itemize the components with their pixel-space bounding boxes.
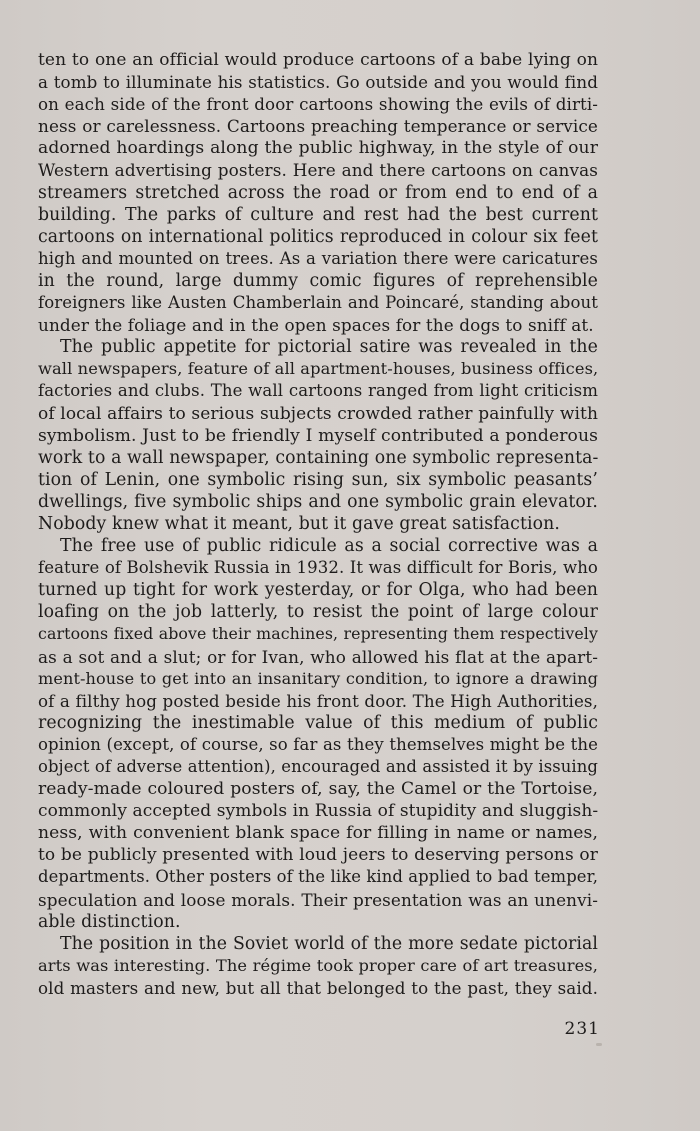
body-text	[38, 49, 598, 999]
text-line: departments. Other posters of the like kind applied to bad temper,	[38, 867, 598, 887]
text-line: The free use of public ridicule as a social corrective was a	[60, 536, 598, 557]
text-line: building. The parks of culture and rest had the best current	[38, 204, 598, 225]
text-line: on each side of the front door cartoons showing the evils of dirti-	[38, 94, 598, 115]
text-line: object of adverse attention), encouraged and assisted it by issuing	[38, 757, 598, 776]
text-line: tion of Lenin, one symbolic rising sun, six symbolic peasants’	[38, 469, 598, 490]
text-line: ness, with convenient blank space for filling in name or names,	[38, 823, 598, 844]
text-line: opinion (except, of course, so far as they themselves might be the	[38, 734, 598, 754]
text-line: dwellings, five symbolic ships and one symbolic grain elevator.	[38, 491, 598, 512]
text-line: streamers stretched across the road or from end to end of a	[38, 182, 598, 203]
paper-speck	[596, 1043, 602, 1046]
text-line: as a sot and a slut; or for Ivan, who allowed his flat at the apart-	[38, 646, 598, 667]
text-line: symbolism. Just to be friendly I myself contributed a ponderous	[38, 425, 598, 446]
text-line: Nobody knew what it meant, but it gave great satisfaction.	[38, 513, 560, 534]
text-line: in the round, large dummy comic figures of reprehensible	[38, 270, 598, 291]
text-line: ness or carelessness. Cartoons preaching temperance or service	[38, 116, 598, 137]
text-line: able distinction.	[38, 911, 181, 932]
text-line: arts was interesting. The régime took proper care of art treasures,	[38, 955, 598, 975]
text-line: foreigners like Austen Chamberlain and Poincaré, standing about	[38, 293, 598, 313]
text-line: of a filthy hog posted beside his front door. The High Authorities,	[38, 690, 598, 711]
text-line: adorned hoardings along the public highway, in the style of our	[38, 138, 598, 159]
text-line: turned up tight for work yesterday, or for Olga, who had been	[38, 580, 598, 601]
text-line: wall newspapers, feature of all apartment-houses, business offices,	[38, 359, 598, 379]
page-number: 231	[564, 1019, 600, 1039]
text-line: old masters and new, but all that belonged to the past, they said.	[38, 977, 598, 998]
text-line: ten to one an official would produce cartoons of a babe lying on	[38, 50, 598, 70]
text-line: recognizing the inestimable value of this medium of public	[38, 712, 598, 733]
text-line: speculation and loose morals. Their presentation was an unenvi-	[38, 889, 598, 910]
text-line: loafing on the job latterly, to resist the point of large colour	[38, 602, 598, 623]
text-line: cartoons fixed above their machines, representing them respectively	[38, 624, 598, 644]
text-line: feature of Bolshevik Russia in 1932. It was difficult for Boris, who	[38, 558, 598, 578]
text-line: work to a wall newspaper, containing one symbolic representa-	[38, 447, 598, 468]
text-line: ment-house to get into an insanitary condition, to ignore a drawing	[38, 668, 598, 688]
text-line: under the foliage and in the open spaces for the dogs to sniff at.	[38, 315, 594, 336]
text-line: commonly accepted symbols in Russia of stupidity and sluggish-	[38, 801, 598, 822]
text-line: to be publicly presented with loud jeers to deserving persons or	[38, 845, 598, 866]
text-line: ready-made coloured posters of, say, the Camel or the Tortoise,	[38, 779, 598, 800]
text-line: a tomb to illuminate his statistics. Go outside and you would find	[38, 72, 598, 93]
text-line: The public appetite for pictorial satire was revealed in the	[60, 337, 598, 358]
text-line: factories and clubs. The wall cartoons ranged from light criticism	[38, 381, 598, 401]
text-line: Western advertising posters. Here and there cartoons on canvas	[38, 160, 598, 181]
text-line: The position in the Soviet world of the more sedate pictorial	[60, 933, 598, 954]
text-line: cartoons on international politics reproduced in colour six feet	[38, 226, 598, 247]
text-line: of local affairs to serious subjects crowded rather painfully with	[38, 403, 598, 424]
text-line: high and mounted on trees. As a variation there were caricatures	[38, 248, 598, 268]
